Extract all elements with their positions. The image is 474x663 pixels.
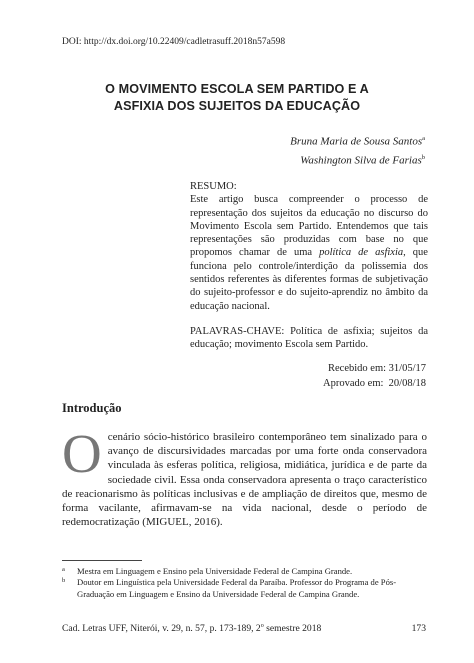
author-list (290, 131, 425, 169)
title-line-1: O MOVIMENTO ESCOLA SEM PARTIDO E A (105, 82, 369, 96)
keywords: PALAVRAS-CHAVE: Política de asfixia; sujeitos da educação; movimento Escola sem Partido. (190, 325, 428, 351)
journal-citation: Cad. Letras UFF, Niterói, v. 29, n. 57, p. 173-189, 2$^o$ semestre 2018 (62, 623, 322, 635)
article-title (62, 81, 412, 115)
title-line-2: ASFIXIA DOS SUJEITOS DA EDUCAÇÃO (113, 99, 361, 113)
footnote: b Doutor em Linguística pela Universidade Federal da Paraíba. Professor do Programa de Pós-Graduação em Linguagem e Ensino da Universidade Federal de Campina Grande. (62, 577, 397, 599)
footnote-divider (62, 560, 142, 561)
author-name: Bruna Maria de Sousa Santos$^a$ (290, 135, 425, 148)
footnotes (62, 566, 422, 600)
received-date: Recebido em: 31/05/17 (328, 363, 426, 374)
abstract-text: Este artigo busca compreender o processo de representação dos sujeitos da educação no discurso do Movimento Escola sem Partido. Entendemos que tais representações são produzidas com base no que propomos chamar de uma política de asfixia, que funciona pelo controle/interdição da polissemia dos sentidos referentes às diferentes formas de subjetivação do sujeito-professor e do sujeito-aprendiz no âmbito da educação nacional. (190, 194, 428, 312)
intro-text: cenário sócio-histórico brasileiro contemporâneo tem sinalizado para o avanço de discursividades marcadas por uma forte onda conservadora vinculada às esferas política, religiosa, midiática, jurídica e de parte da sociedade civil. Essa onda conservadora apresenta o traço característico de reacionarismo às políticas inclusivas e de ampliação de direitos que, mesmo de forma vacilante, afirmavam-se na vida nacional, desde o período de redemocratização (MIGUEL, 2016). (62, 431, 427, 529)
submission-dates (323, 362, 426, 391)
section-heading: Introdução (62, 401, 122, 415)
drop-cap: O (62, 423, 102, 484)
page-number: 173 (411, 623, 426, 634)
page-footer (62, 623, 426, 634)
intro-paragraph (62, 423, 427, 529)
approved-date: Aprovado em: 20/08/18 (323, 377, 426, 389)
footnote: a Mestra em Linguagem e Ensino pela Universidade Federal de Campina Grande. (62, 566, 353, 576)
abstract-block (190, 180, 428, 352)
abstract-label: RESUMO: (190, 181, 237, 192)
doi-line[interactable]: DOI: http://dx.doi.org/10.22409/cadletrasuff.2018n57a598 (62, 37, 286, 47)
author-name: Washington Silva de Farias$^b$ (300, 154, 425, 167)
